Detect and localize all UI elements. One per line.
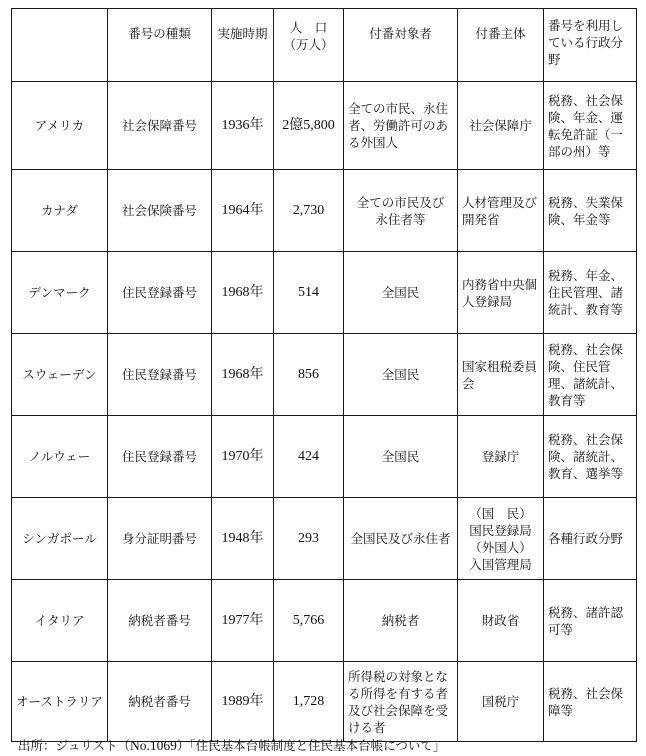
cell-id-type: 住民登録番号 [108,334,212,416]
cell-id-type: 社会保険番号 [108,170,212,252]
source-prefix: 出所：ジュリスト（ [18,738,131,753]
cell-start: 1968年 [212,334,274,416]
header-country [12,9,108,82]
cell-issuer: 財政省 [458,580,544,662]
cell-country: アメリカ [12,82,108,170]
cell-country: オーストラリア [12,662,108,742]
cell-country: デンマーク [12,252,108,334]
cell-fields: 税務、社会保険、年金、運転免許証（一部の州）等 [544,82,637,170]
table-row [12,334,637,416]
cell-start: 1964年 [212,170,274,252]
cell-start: 1977年 [212,580,274,662]
source-suffix: ）「住民基本台帳制度と住民基本台帳について」 [176,738,446,753]
table-row [12,416,637,498]
cell-target: 全国民及び永住者 [344,498,458,580]
table-row [12,498,637,580]
cell-id-type: 住民登録番号 [108,252,212,334]
id-number-comparison-table [11,8,637,742]
header-id-type: 番号の種類 [108,9,212,82]
table-row [12,170,637,252]
cell-fields: 税務、諸許認可等 [544,580,637,662]
cell-target: 全ての市民及び 永住者等 [344,170,458,252]
cell-fields: 税務、社会保険、諸統計、教育、選挙等 [544,416,637,498]
cell-id-type: 納税者番号 [108,580,212,662]
cell-issuer: （国 民） 国民登録局 （外国人） 入国管理局 [458,498,544,580]
cell-target: 納税者 [344,580,458,662]
cell-population: 2億5,800 [274,82,344,170]
cell-issuer: 国税庁 [458,662,544,742]
cell-start: 1968年 [212,252,274,334]
cell-population: 856 [274,334,344,416]
header-issuer: 付番主体 [458,9,544,82]
cell-country: ノルウェー [12,416,108,498]
table-row [12,82,637,170]
header-start: 実施時期 [212,9,274,82]
table-header-row [12,9,637,82]
cell-id-type: 納税者番号 [108,662,212,742]
cell-population: 2,730 [274,170,344,252]
cell-fields: 税務、社会保障等 [544,662,637,742]
cell-country: イタリア [12,580,108,662]
cell-id-type: 社会保障番号 [108,82,212,170]
cell-id-type: 身分証明番号 [108,498,212,580]
cell-fields: 税務、失業保険、年金等 [544,170,637,252]
cell-id-type: 住民登録番号 [108,416,212,498]
header-fields: 番号を利用している行政分野 [544,9,637,82]
cell-fields: 税務、社会保険、住民管理、諸統計、教育等 [544,334,637,416]
table-row [12,580,637,662]
cell-fields: 各種行政分野 [544,498,637,580]
cell-population: 293 [274,498,344,580]
cell-target: 全国民 [344,252,458,334]
cell-country: カナダ [12,170,108,252]
header-target: 付番対象者 [344,9,458,82]
cell-issuer: 人材管理及び開発省 [458,170,544,252]
cell-population: 514 [274,252,344,334]
cell-target: 全国民 [344,416,458,498]
cell-target: 全国民 [344,334,458,416]
table-row [12,662,637,742]
cell-issuer: 登録庁 [458,416,544,498]
cell-target: 所得税の対象となる所得を有する者及び社会保障を受ける者 [344,662,458,742]
cell-fields: 税務、年金、住民管理、諸統計、教育等 [544,252,637,334]
cell-country: シンガポール [12,498,108,580]
cell-start: 1989年 [212,662,274,742]
cell-start: 1948年 [212,498,274,580]
source-citation [18,736,445,754]
cell-issuer: 内務省中央個人登録局 [458,252,544,334]
table-row [12,252,637,334]
cell-start: 1970年 [212,416,274,498]
cell-start: 1936年 [212,82,274,170]
cell-target: 全ての市民、永住者、労働許可のある外国人 [344,82,458,170]
cell-population: 424 [274,416,344,498]
cell-population: 1,728 [274,662,344,742]
cell-issuer: 国家租税委員会 [458,334,544,416]
cell-country: スウェーデン [12,334,108,416]
cell-population: 5,766 [274,580,344,662]
cell-issuer: 社会保障庁 [458,82,544,170]
source-journal-number: No.1069 [130,738,177,753]
header-population: 人 口 （万人） [274,9,344,82]
